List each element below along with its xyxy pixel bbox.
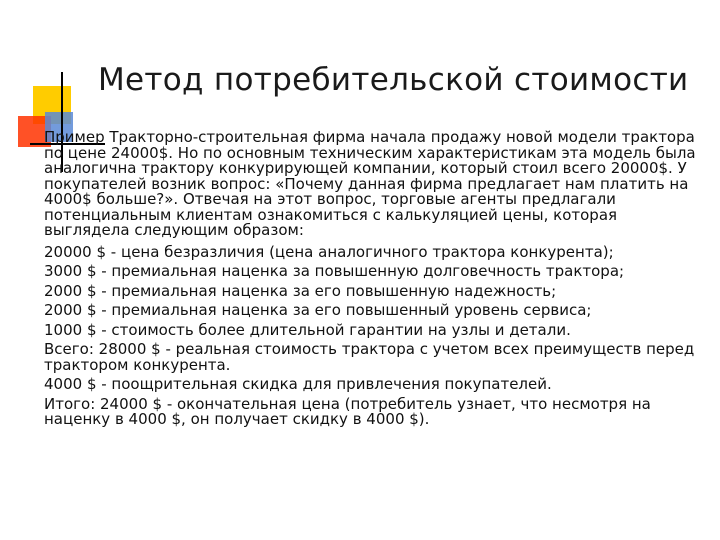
price-line-final: Итого: 24000 $ - окончательная цена (потребитель узнает, что несмотря на наценку в 4000 $, он получает скидку в 4000 $). bbox=[44, 394, 651, 428]
intro-paragraph: Пример Тракторно-строительная фирма начала продажу новой модели трактора по цене 24000$. Но по основным техническим характеристикам эта модель была аналогична трактору конкурирующей компании, который стоил всего 20000$. У покупателей возник вопрос: «Почему данная фирма предлагает нам платить на 4000$ больше?». Отвечая на этот вопрос, торговые агенты предлагали потенциальным клиентам ознакомиться с калькуляцией цены, которая выглядела следующим образом: bbox=[44, 128, 696, 239]
price-line-reliability: 2000 $ - премиальная наценка за его повышенную надежность; bbox=[44, 281, 557, 300]
slide-title: Метод потребительской стоимости bbox=[98, 62, 689, 98]
price-line-service: 2000 $ - премиальная наценка за его повышенный уровень сервиса; bbox=[44, 301, 592, 319]
price-line-indifference: 20000 $ - цена безразличия (цена аналогичного трактора конкурента); bbox=[44, 242, 614, 261]
price-line-discount: 4000 $ - поощрительная скидка для привлечения покупателей. bbox=[44, 375, 552, 393]
price-line-durability: 3000 $ - премиальная наценка за повышенную долговечность трактора; bbox=[44, 262, 625, 280]
slide-body bbox=[44, 130, 704, 432]
price-line-total: Всего: 28000 $ - реальная стоимость трактора с учетом всех преимуществ перед трактором конкурента. bbox=[44, 340, 695, 374]
price-line-warranty: 1000 $ - стоимость более длительной гарантии на узлы и детали. bbox=[44, 320, 571, 339]
